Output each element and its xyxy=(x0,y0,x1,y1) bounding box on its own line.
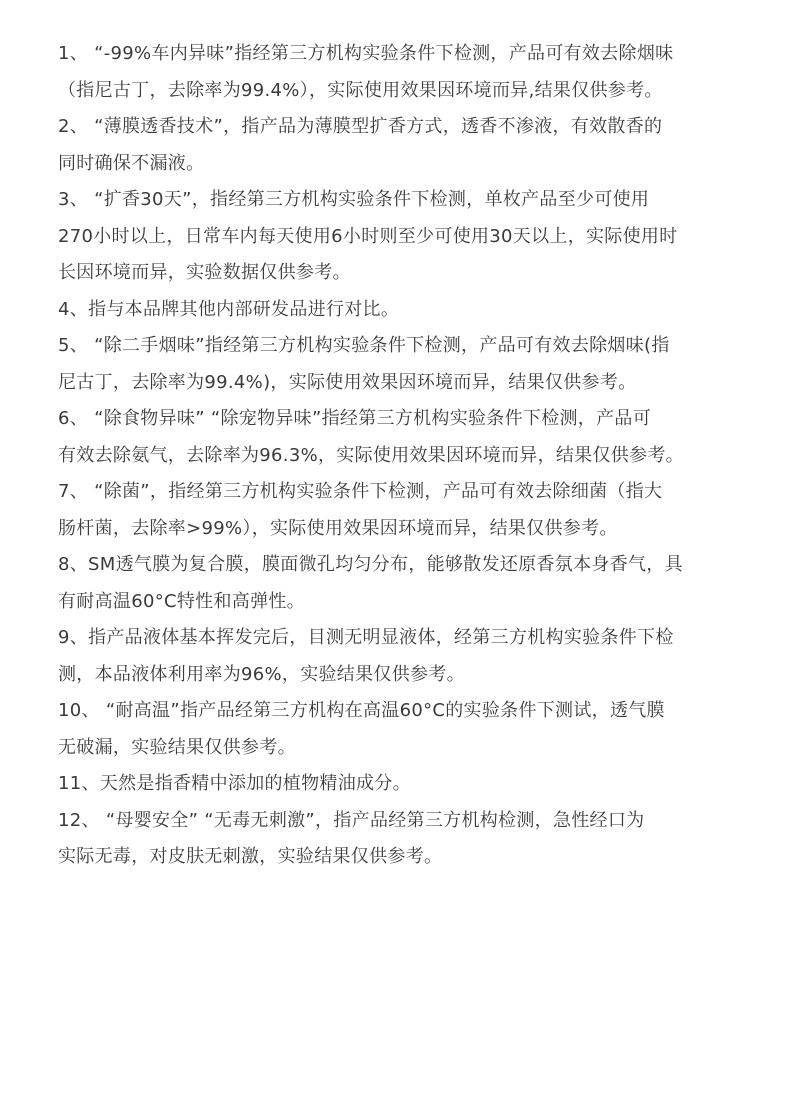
note-line: 测，本品液体利用率为96%，实验结果仅供参考。 xyxy=(58,663,465,685)
note-item xyxy=(58,328,748,401)
note-line: 7、 “除菌”，指经第三方机构实验条件下检测，产品可有效去除细菌（指大 xyxy=(58,481,663,502)
note-item xyxy=(58,803,748,876)
note-line: 270小时以上，日常车内每天使用6小时则至少可使用30天以上，实际使用时 xyxy=(58,225,678,247)
note-line: 有效去除氨气，去除率为96.3%，实际使用效果因环境而异，结果仅供参考。 xyxy=(58,444,684,466)
note-line: （指尼古丁，去除率为99.4%），实际使用效果因环境而异,结果仅供参考。 xyxy=(58,79,663,101)
note-line: 3、 “扩香30天”，指经第三方机构实验条件下检测，单枚产品至少可使用 xyxy=(58,189,650,210)
note-item xyxy=(58,401,748,474)
note-item xyxy=(58,766,748,803)
note-item xyxy=(58,620,748,693)
note-line: 同时确保不漏液。 xyxy=(58,152,205,174)
note-line: 2、 “薄膜透香技术”，指产品为薄膜型扩香方式，透香不渗液，有效散香的 xyxy=(58,116,663,137)
note-line: 6、 “除食物异味” “除宠物异味”指经第三方机构实验条件下检测，产品可 xyxy=(58,408,651,429)
note-item xyxy=(58,474,748,547)
note-item xyxy=(58,547,748,620)
disclaimer-notes xyxy=(58,36,748,876)
note-item xyxy=(58,109,748,182)
note-line: 长因环境而异，实验数据仅供参考。 xyxy=(58,262,351,283)
note-line: 肠杆菌，去除率>99%），实际使用效果因环境而异，结果仅供参考。 xyxy=(58,517,618,539)
note-line: 11、天然是指香精中添加的植物精油成分。 xyxy=(58,773,411,794)
note-line: 12、 “母婴安全” “无毒无刺激”，指产品经第三方机构检测，急性经口为 xyxy=(58,809,645,831)
note-line: 实际无毒，对皮肤无刺激，实验结果仅供参考。 xyxy=(58,846,443,867)
note-line: 无破漏，实验结果仅供参考。 xyxy=(58,736,296,758)
note-item xyxy=(58,36,748,109)
note-line: 5、 “除二手烟味”指经第三方机构实验条件下检测，产品可有效去除烟味(指 xyxy=(58,335,670,356)
note-line: 有耐高温60°C特性和高弹性。 xyxy=(58,590,305,612)
note-line: 8、SM透气膜为复合膜，膜面微孔均匀分布，能够散发还原香氛本身香气，具 xyxy=(58,554,683,575)
note-line: 10、 “耐高温”指产品经第三方机构在高温60°C的实验条件下测试，透气膜 xyxy=(58,700,665,721)
note-line: 1、 “-99%车内异味”指经第三方机构实验条件下检测，产品可有效去除烟味 xyxy=(58,43,674,64)
note-item xyxy=(58,182,748,292)
note-item xyxy=(58,292,748,329)
note-item xyxy=(58,693,748,766)
note-line: 4、指与本品牌其他内部研发品进行对比。 xyxy=(58,298,400,320)
note-line: 尼古丁，去除率为99.4%)，实际使用效果因环境而异，结果仅供参考。 xyxy=(58,371,637,393)
note-line: 9、指产品液体基本挥发完后，目测无明显液体，经第三方机构实验条件下检 xyxy=(58,627,674,648)
